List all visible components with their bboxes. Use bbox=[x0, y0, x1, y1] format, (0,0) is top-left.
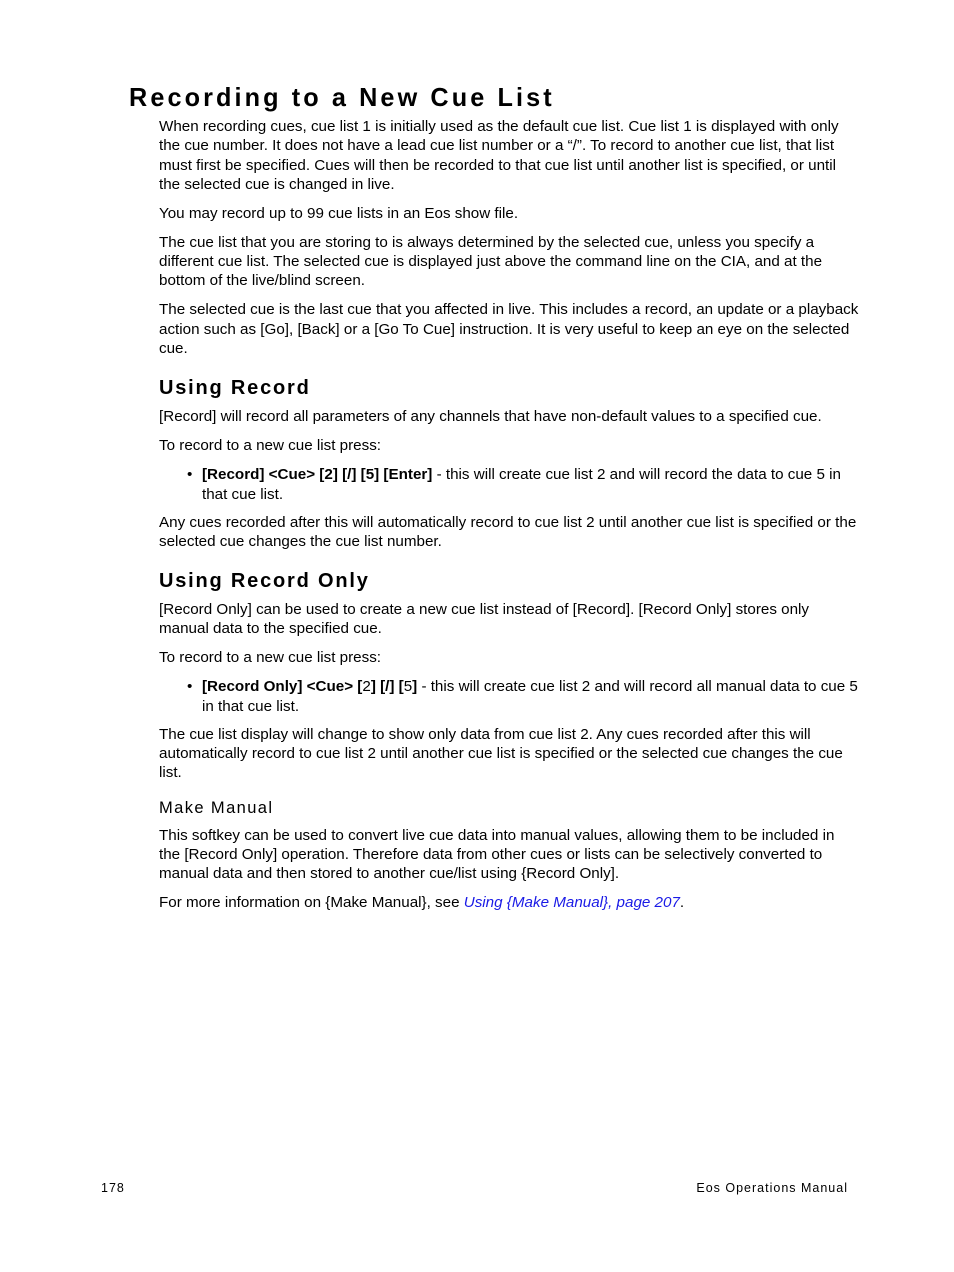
using-record-paragraph-1: [Record] will record all parameters of any channels that have non-default values to a specified cue. bbox=[159, 408, 822, 426]
subsection-heading-make-manual: Make Manual bbox=[159, 798, 274, 817]
using-record-only-paragraph-1: [Record Only] can be used to create a new cue list instead of [Record]. [Record Only] stores only manual data to the specified cue. bbox=[159, 601, 810, 638]
list-item bbox=[159, 677, 859, 716]
link-suffix-text: . bbox=[679, 894, 685, 912]
command-syntax-number: 2 bbox=[362, 678, 371, 696]
page-title: Recording to a New Cue List bbox=[129, 82, 555, 112]
make-manual-reference-link[interactable]: Using {Make Manual}, page 207 bbox=[463, 894, 680, 912]
using-record-only-paragraph-2: To record to a new cue list press: bbox=[159, 649, 382, 667]
command-syntax: [Record] <Cue> [2] [/] [5] [Enter] bbox=[202, 466, 433, 484]
using-record-paragraph-3: Any cues recorded after this will automatically record to cue list 2 until another cue list is specified or the selected cue changes the cue list number. bbox=[159, 513, 857, 550]
intro-paragraph-2: You may record up to 99 cue lists in an Eos show file. bbox=[159, 204, 519, 222]
page-number: 178 bbox=[101, 1181, 125, 1195]
bullet-description: - this will create cue list 2 and will record the data to cue 5 in that cue list. bbox=[202, 466, 841, 503]
make-manual-paragraph-1: This softkey can be used to convert live cue data into manual values, allowing them to be included in the [Record Only] operation. Therefore data from other cues or lists can be selectively converted to manual data and then stored to another cue/list using {Record Only]. bbox=[159, 826, 835, 883]
section-heading-using-record: Using Record bbox=[159, 377, 311, 400]
intro-paragraph-1: When recording cues, cue list 1 is initially used as the default cue list. Cue list 1 is displayed with only the cue number. It does not have a lead cue list number or a “/”. To record to another cue list, that list must first be specified. Cues will then be recorded to that cue list until another list is specified, or until the selected cue is changed in live. bbox=[159, 118, 839, 193]
command-syntax-part: [Record Only] <Cue> [ bbox=[202, 678, 363, 696]
using-record-bullet-list bbox=[159, 465, 859, 504]
using-record-only-paragraph-3: The cue list display will change to show only data from cue list 2. Any cues recorded after this will automatically record to cue list 2 until another cue list is specified or the selected cue changes the cue list. bbox=[159, 725, 843, 782]
link-prefix-text: For more information on {Make Manual}, see bbox=[159, 894, 464, 912]
list-item bbox=[159, 465, 859, 504]
bullet-icon: • bbox=[187, 466, 193, 484]
intro-paragraph-3: The cue list that you are storing to is always determined by the selected cue, unless you specify a different cue list. The selected cue is displayed just above the command line on the CIA, and at the bottom of the live/blind screen. bbox=[159, 233, 823, 290]
command-syntax-number: 5 bbox=[403, 678, 413, 696]
body-content bbox=[159, 117, 859, 922]
bullet-icon: • bbox=[187, 678, 193, 696]
using-record-paragraph-2: To record to a new cue list press: bbox=[159, 437, 382, 455]
bullet-description: - this will create cue list 2 and will record all manual data to cue 5 in that cue list. bbox=[202, 678, 858, 715]
section-heading-using-record-only: Using Record Only bbox=[159, 570, 370, 593]
manual-title: Eos Operations Manual bbox=[696, 1181, 848, 1195]
using-record-only-bullet-list bbox=[159, 677, 859, 716]
command-syntax-part: ] [/] [ bbox=[370, 678, 404, 696]
intro-paragraph-4: The selected cue is the last cue that you affected in live. This includes a record, an update or a playback action such as [Go], [Back] or a [Go To Cue] instruction. It is very useful to keep an eye on the selected cue. bbox=[159, 301, 859, 358]
make-manual-paragraph-2 bbox=[159, 893, 859, 912]
command-syntax-part: ] bbox=[412, 678, 418, 696]
